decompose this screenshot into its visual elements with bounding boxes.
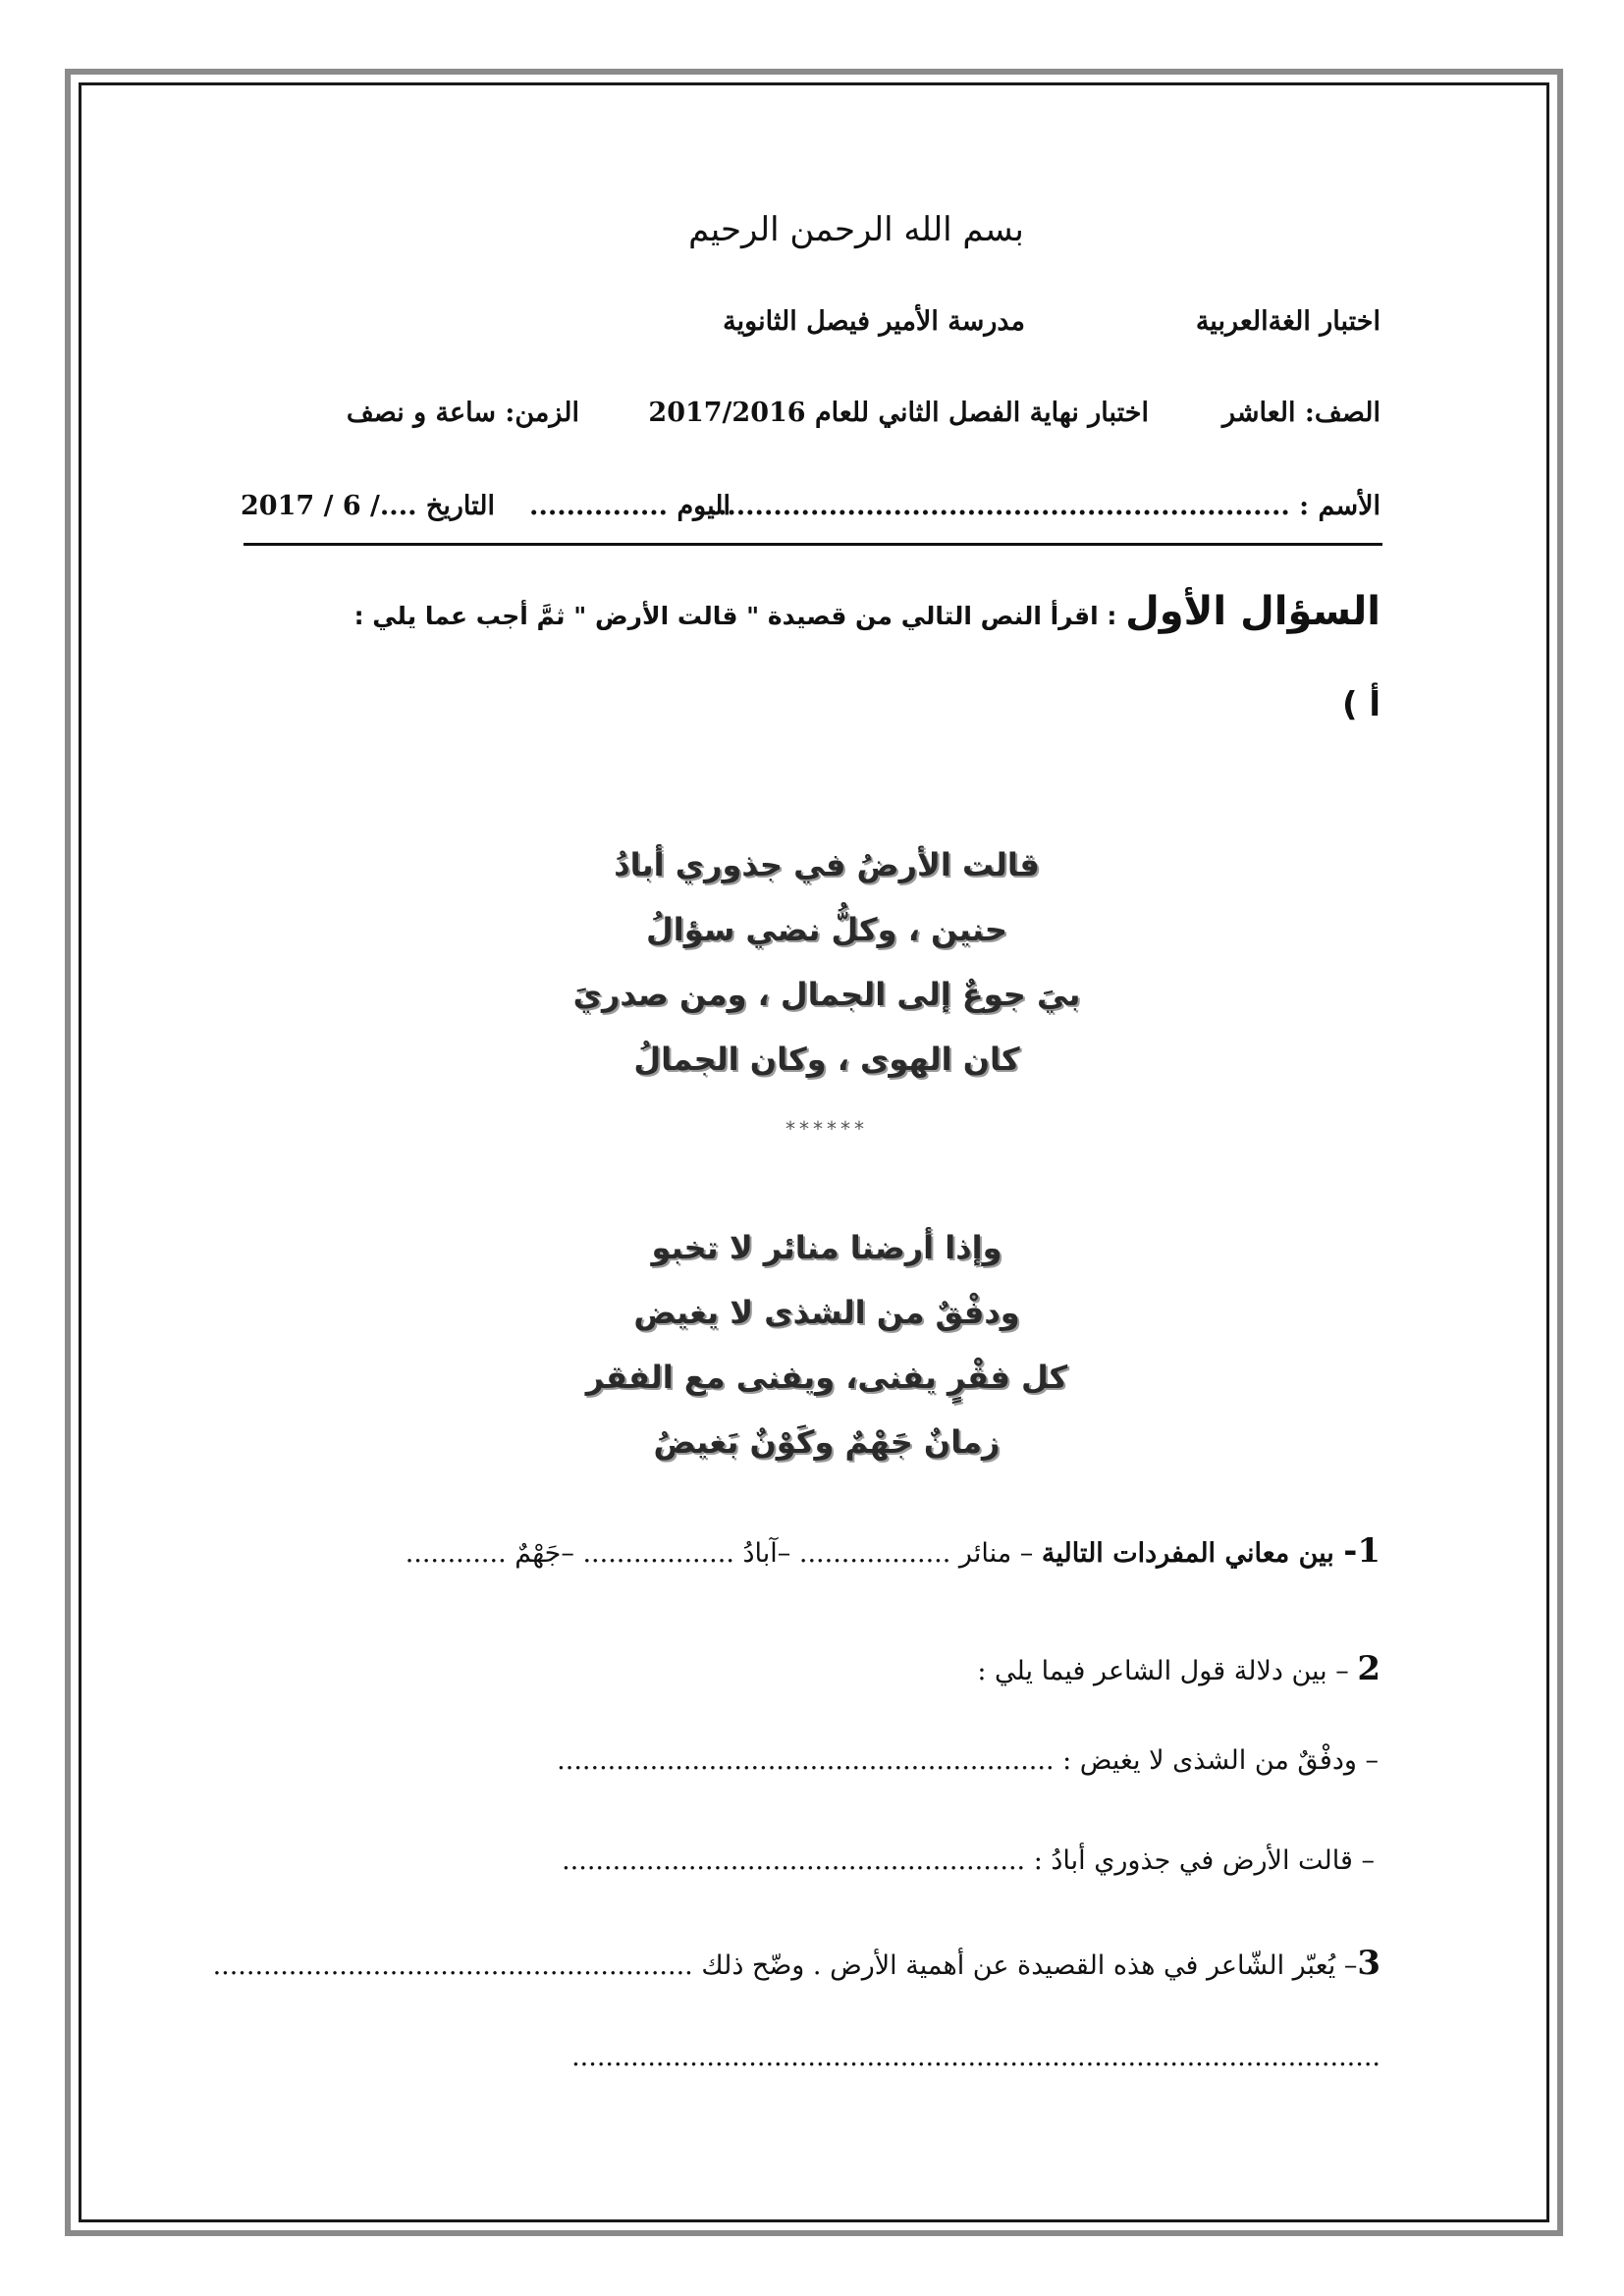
day-field: اليوم ...............: [529, 491, 731, 521]
item-3-answer-line: ................................................................................................: [571, 2042, 1380, 2072]
question-1-instructions: : اقرأ النص التالي من قصيدة " قالت الأرض " ثمَّ أجب عما يلي :: [353, 602, 1126, 630]
stanza-separator: ******: [785, 1117, 868, 1141]
poem-stanza-2: [0, 1215, 1624, 1474]
poem-stanza-1: [0, 832, 1624, 1092]
item-1-answer-blanks: – منائر .................. –آبادُ .................. –جَهْمٌ ............: [405, 1538, 1042, 1569]
poem-line: وإذا أرضنا منائر لا تخبو: [651, 1229, 1002, 1266]
poem-line: حنين ، وكلُّ نضي سؤالُ: [646, 911, 1007, 948]
item-3-explain: [213, 1944, 1380, 1983]
exam-title: اختبار نهاية الفصل الثاني للعام 2017/2016: [648, 398, 1149, 428]
date-field: التاريخ ..../ 6 / 2017: [241, 491, 495, 521]
part-a-label: أ ): [1341, 685, 1380, 724]
item-2a-answer-line: – ودفْقٌ من الشذى لا يغيض : ...........................................................: [557, 1745, 1379, 1776]
exam-duration: الزمن: ساعة و نصف: [346, 398, 579, 428]
poem-line: ودفْقٌ من الشذى لا يغيض: [633, 1294, 1020, 1331]
item-2b-answer-line: – قالت الأرض في جذوري أبادُ : .......................................................: [562, 1845, 1375, 1876]
poem-line: قالت الأرضُ في جذوري أبادُ: [614, 846, 1040, 883]
item-3-text: – يُعبّر الشّاعر في هذه القصيدة عن أهمية الأرض . وضّح ذلك .........................................................: [212, 1950, 1358, 1981]
item-2-text: – بين دلالة قول الشاعر فيما يلي :: [977, 1656, 1358, 1686]
item-3-number: 3: [1357, 1944, 1380, 1983]
question-1-heading: [354, 589, 1380, 634]
poem-line: بيَ جوعٌ إلى الجمال ، ومن صدريَ: [572, 976, 1081, 1013]
poem-line: كان الهوى ، وكان الجمالُ: [633, 1041, 1020, 1078]
school-name: مدرسة الأمير فيصل الثانوية: [723, 306, 1025, 337]
item-1-label: بين معاني المفردات التالية: [1041, 1538, 1344, 1569]
item-1-number: 1-: [1343, 1531, 1380, 1571]
item-2-meaning: [977, 1649, 1380, 1688]
poem-line: كل فقْرٍ يفنى، ويفنى مع الفقر: [585, 1359, 1068, 1396]
exam-subject: اختبار الغةالعربية: [1195, 306, 1380, 337]
header-divider: [244, 543, 1382, 546]
item-1-vocabulary: [406, 1531, 1380, 1571]
poem-line: زمانٌ جَهْمٌ وكَوْنٌ بَغيضُ: [653, 1423, 1001, 1461]
item-2-number: 2: [1357, 1649, 1380, 1688]
basmala: بسم الله الرحمن الرحيم: [688, 210, 1024, 249]
question-1-title: السؤال الأول: [1125, 589, 1380, 634]
grade-label: الصف: العاشر: [1222, 398, 1380, 428]
student-name-field: الأسم : ...............................................................: [708, 491, 1380, 521]
